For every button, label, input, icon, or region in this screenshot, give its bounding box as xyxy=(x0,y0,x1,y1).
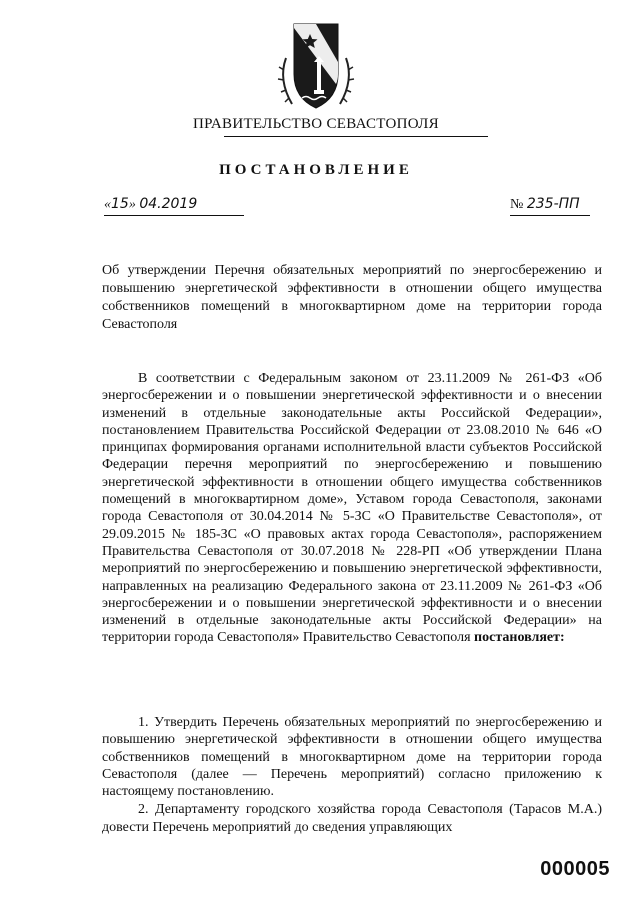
date-open-quote: « xyxy=(104,197,111,212)
preamble-text: В соответствии с Федеральным законом от 23.11.2009 № 261-ФЗ «Об энергосбережении и о повышении энергетической эффективности и о внесении изменений в отдельные законодательные акты Российской Федерации», постановлением Правительства Российской Федерации от 23.08.2010 № 646 «О принципах формирования органами исполнительной власти субъектов Российской Федерации перечня мероприятий по энергосбережению и повышению энергетической эффективности в отношении общего имущества собственников помещений в многоквартирном доме», Уставом города Севастополя, законами города Севастополя от 30.04.2014 № 5-ЗС «О Правительстве Севастополя», от 29.09.2015 № 185-ЗС «О правовых актах города Севастополя», распоряжением Правительства Севастополя от 30.07.2018 № 228-РП «Об утверждении Плана мероприятий по энергосбережению и повышению энергетической эффективности, направленных на реализацию Федерального закона от 23.11.2009 № 261-ФЗ «Об энергосбережении и о повышении энергетической эффективности и о внесении изменений в отдельные законодательные акты Российской Федерации» на территории города Севастополя» Правительство Севастополя xyxy=(102,371,602,646)
resolves-verb: постановляет: xyxy=(474,630,565,646)
date-day: 15 xyxy=(111,196,129,212)
resolution-items xyxy=(102,714,602,837)
document-date xyxy=(104,196,244,218)
document-type-heading: ПОСТАНОВЛЕНИЕ xyxy=(219,162,413,178)
number-underline xyxy=(510,215,590,216)
document-subject: Об утверждении Перечня обязательных мероприятий по энергосбережению и повышению энергетической эффективности в отношении общего имущества собственников помещений в многоквартирном доме на территории города Севастополя xyxy=(102,263,602,332)
government-title: ПРАВИТЕЛЬСТВО СЕВАСТОПОЛЯ xyxy=(193,116,439,132)
resolution-item: 1. Утвердить Перечень обязательных мероприятий по энергосбережению и повышению энергетической эффективности в отношении общего имущества собственников помещений в многоквартирном доме на территории города Севастополя (далее — Перечень мероприятий) согласно приложению к настоящему постановлению. xyxy=(102,715,602,800)
sevastopol-coat-of-arms-emblem xyxy=(276,18,356,114)
date-close-quote: » xyxy=(128,197,136,212)
date-underline xyxy=(104,215,244,216)
resolution-item: 2. Департаменту городского хозяйства города Севастополя (Тарасов М.А.) довести Перечень мероприятий до сведения управляющих xyxy=(102,802,602,835)
title-underline xyxy=(224,136,488,137)
number-prefix: № xyxy=(510,197,524,212)
page-code: 000005 xyxy=(540,858,610,880)
date-month-year: 04.2019 xyxy=(139,196,198,212)
preamble-paragraph xyxy=(102,370,602,647)
number-value: 235-ПП xyxy=(526,196,580,212)
document-number xyxy=(510,196,590,218)
preamble xyxy=(102,370,602,647)
